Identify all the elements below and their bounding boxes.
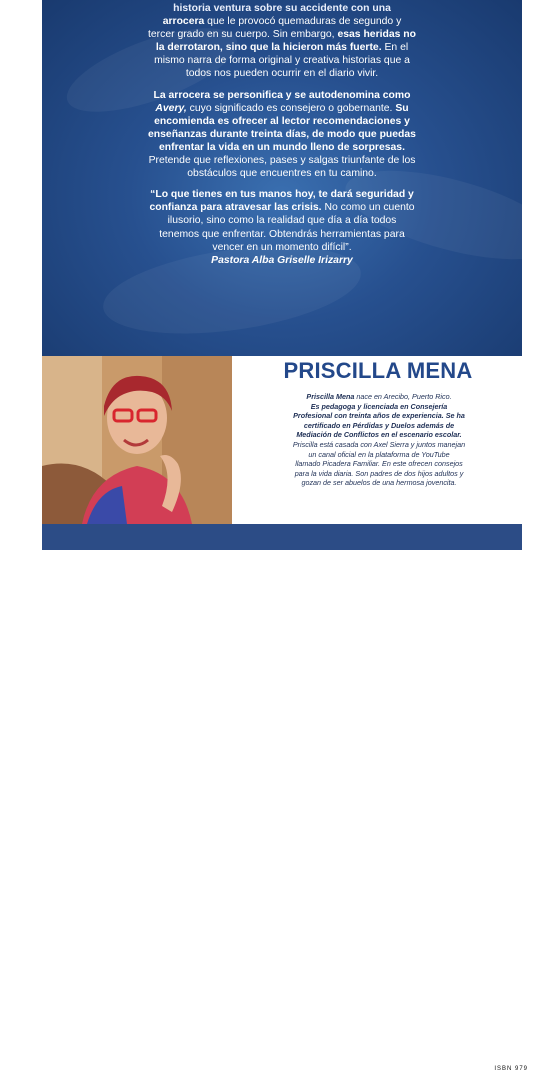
bio-segment: un canal oficial en la plataforma de YouTube <box>308 449 450 459</box>
quote-segment: “Lo que tienes en tus manos hoy, te dará seguridad y <box>150 189 414 201</box>
quote-line <box>42 201 522 214</box>
synopsis-segment: todos nos pueden ocurrir en el diario vivir. <box>185 68 379 80</box>
synopsis-segment: enfrentar la vida en un mundo lleno de sorpresas. <box>159 141 405 153</box>
synopsis-segment: cuyo significado es consejero o gobernante. <box>186 102 396 114</box>
quote-line <box>42 214 522 227</box>
synopsis-line <box>42 128 522 141</box>
synopsis-segment: La arrocera se personifica y se autodenomina como <box>153 89 411 101</box>
bio-line <box>248 459 510 469</box>
bio-segment: llamado Picadera Familiar. En este ofrecen consejos <box>295 459 463 469</box>
synopsis-segment: tercer grado en su cuerpo. Sin embargo, <box>148 29 338 41</box>
bio-segment: nace en Arecibo, Puerto Rico. <box>354 392 452 401</box>
synopsis-line <box>42 154 522 167</box>
synopsis-segment: historia ventura sobre su accidente con una <box>173 3 391 14</box>
bio-line <box>248 440 510 450</box>
synopsis-text <box>42 2 522 275</box>
bio-line <box>248 469 510 479</box>
synopsis-line <box>42 54 522 67</box>
bio-line <box>248 392 510 402</box>
quote-segment: ilusorio, sino como la realidad que día a día todos <box>167 215 397 227</box>
synopsis-line <box>42 2 522 15</box>
synopsis-segment: Pretende que reflexiones, pases y salgas triunfante de los <box>148 155 416 167</box>
bio-line <box>248 402 510 412</box>
bio-line <box>248 478 510 488</box>
synopsis-segment: enseñanzas durante treinta días, de modo que puedas <box>148 128 416 140</box>
bio-segment: para la vida diaria. Son padres de dos hijos adultos y <box>294 468 464 478</box>
quote-segment: confianza para atravesar las crisis. <box>149 202 322 214</box>
barcode <box>404 1067 536 1074</box>
synopsis-segment: mismo narra de forma original y creativa historias que a <box>154 55 410 67</box>
bio-segment: Priscilla Mena <box>306 392 355 401</box>
bio-line <box>248 411 510 421</box>
quote-segment: vencer en un momento difícil”. <box>212 241 352 253</box>
bio-segment: Mediación de Conflictos en el escenario escolar. <box>296 430 462 440</box>
quote-segment: Pastora Alba Griselle Irizarry <box>211 254 353 266</box>
synopsis-segment: arrocera <box>162 16 205 28</box>
quote-segment: No como un cuento <box>321 202 415 214</box>
synopsis-segment: En el <box>381 42 409 54</box>
quote-line <box>42 254 522 267</box>
quote-line <box>42 188 522 201</box>
synopsis-segment: obstáculos que encuentres en tu camino. <box>187 168 377 180</box>
synopsis-line <box>42 115 522 128</box>
back-cover-panel <box>42 0 522 356</box>
synopsis-paragraph-1 <box>42 2 522 81</box>
author-name: PRISCILLA MENA <box>283 358 473 383</box>
synopsis-line <box>42 15 522 28</box>
synopsis-line <box>42 89 522 102</box>
synopsis-line <box>42 28 522 41</box>
bio-segment: gozan de ser abuelos de una hermosa jovencita. <box>301 478 457 488</box>
bio-segment: Es pedagoga y licenciada en Consejería <box>310 401 448 411</box>
quote-line <box>42 241 522 254</box>
author-photo <box>42 356 232 524</box>
bio-line <box>248 450 510 460</box>
synopsis-segment: Su <box>395 102 409 114</box>
synopsis-paragraph-2 <box>42 89 522 181</box>
author-bio <box>248 392 510 488</box>
synopsis-line <box>42 102 522 115</box>
synopsis-line <box>42 141 522 154</box>
synopsis-line <box>42 167 522 180</box>
synopsis-segment: encomienda es ofrecer al lector recomendaciones y <box>154 115 410 127</box>
endorsement-quote <box>42 188 522 267</box>
bio-line <box>248 421 510 431</box>
bio-segment: certificado en Pérdidas y Duelos además de <box>303 420 455 430</box>
synopsis-segment: Avery, <box>155 102 187 114</box>
synopsis-segment: esas heridas no <box>337 29 416 41</box>
bio-line <box>248 430 510 440</box>
barcode-label: ISBN 979 <box>494 1066 528 1072</box>
synopsis-segment: la derrotaron, sino que la hicieron más fuerte. <box>155 42 382 54</box>
quote-segment: tenemos que enfrentar. Obtendrás herramientas para <box>159 228 405 240</box>
quote-line <box>42 228 522 241</box>
synopsis-line <box>42 67 522 80</box>
synopsis-line <box>42 41 522 54</box>
bottom-strip <box>42 524 528 1072</box>
bio-segment: Profesional con treinta años de experiencia. Se ha <box>293 411 465 421</box>
bio-segment: Priscilla está casada con Axel Sierra y juntos manejan <box>292 439 466 449</box>
synopsis-segment: que le provocó quemaduras de segundo y <box>204 16 402 28</box>
